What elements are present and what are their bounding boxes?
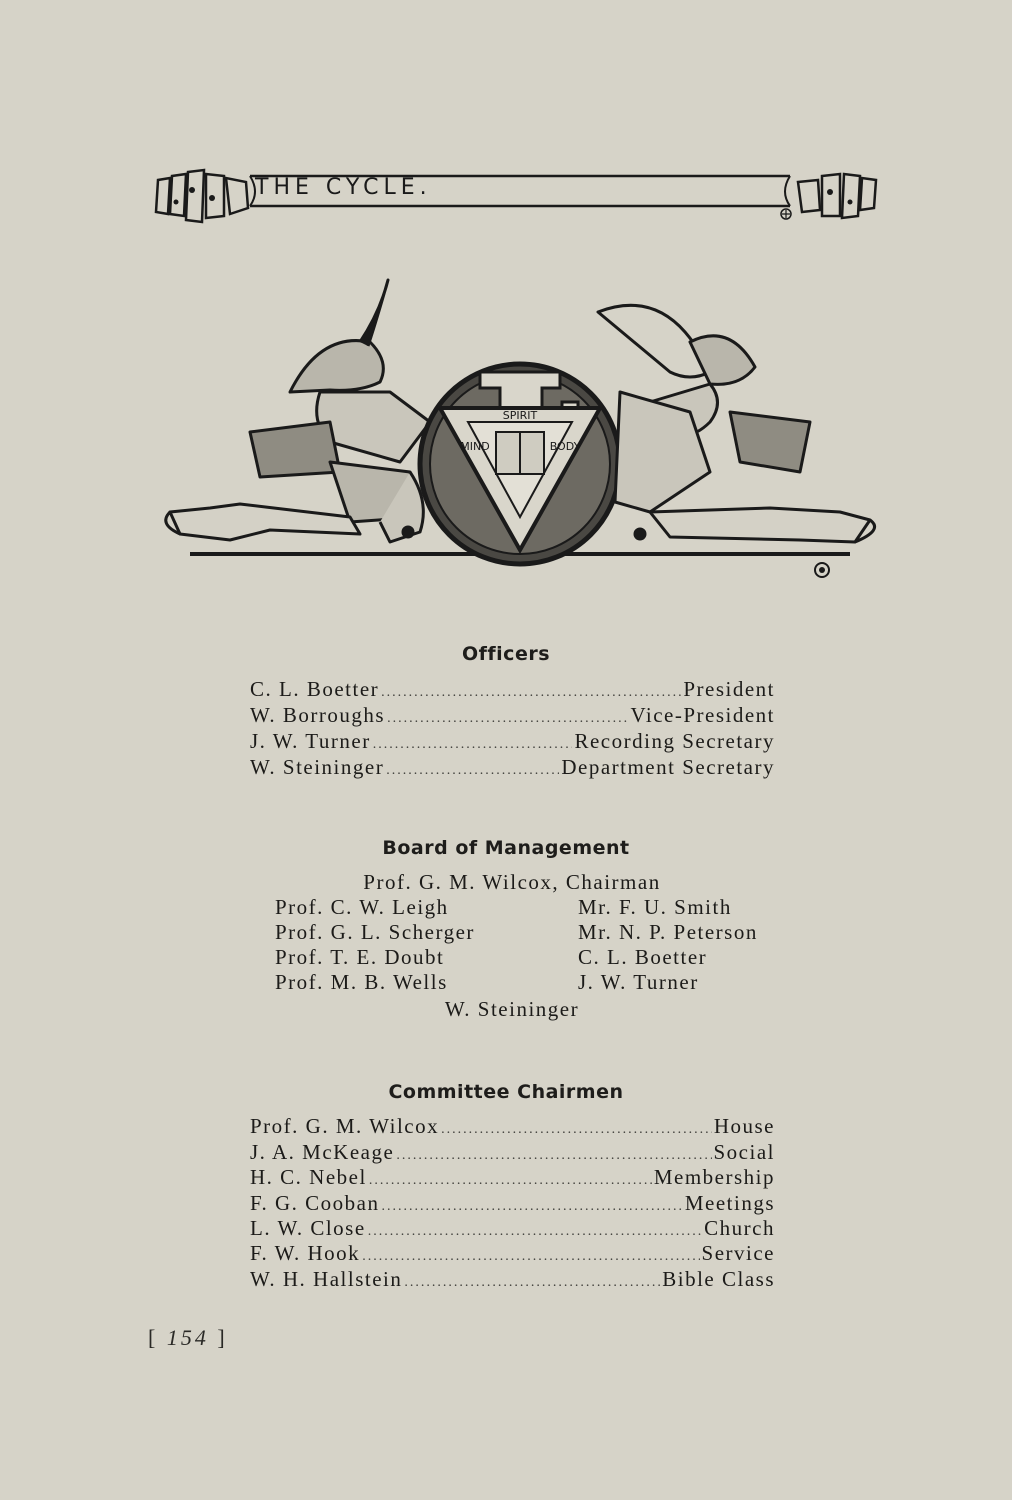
board-member-right: C. L. Boetter xyxy=(578,945,708,969)
leader-dots xyxy=(441,1122,712,1138)
officer-name: C. L. Boetter xyxy=(250,677,380,701)
committee-role: House xyxy=(713,1114,775,1138)
page-number-open-bracket: [ xyxy=(148,1325,159,1350)
medallion-motto-right: BODY xyxy=(549,440,581,453)
leader-dots xyxy=(369,1173,652,1189)
page-number xyxy=(148,1325,228,1351)
leader-dots xyxy=(381,685,681,701)
leader-dots xyxy=(373,737,573,753)
committee-role: Membership xyxy=(653,1165,775,1189)
leader-dots xyxy=(396,1148,711,1164)
medallion-motto-left: MIND xyxy=(460,440,490,453)
leader-dots xyxy=(387,711,628,727)
officer-name: W. Steininger xyxy=(250,755,385,779)
page-number-value: 154 xyxy=(166,1325,209,1350)
right-reader-figure xyxy=(598,305,875,542)
club-medallion xyxy=(420,364,620,564)
committee-heading: Committee Chairmen xyxy=(388,1081,624,1103)
officer-role: President xyxy=(683,677,775,701)
officer-row xyxy=(250,677,775,703)
board-member-last: W. Steininger xyxy=(444,997,580,1021)
committee-row xyxy=(250,1241,775,1267)
officer-name: J. W. Turner xyxy=(250,729,371,753)
committee-role: Service xyxy=(701,1241,775,1265)
committee-role: Social xyxy=(713,1140,775,1164)
leader-dots xyxy=(362,1249,699,1265)
board-member-right: Mr. F. U. Smith xyxy=(578,895,732,919)
board-member-left: Prof. C. W. Leigh xyxy=(275,895,449,919)
left-reader-figure xyxy=(166,280,430,542)
committee-row xyxy=(250,1267,775,1293)
board-heading: Board of Management xyxy=(382,837,630,859)
committee-name: Prof. G. M. Wilcox xyxy=(250,1114,440,1138)
officers-heading: Officers xyxy=(461,643,551,665)
committee-row xyxy=(250,1165,775,1191)
committee-role: Meetings xyxy=(684,1191,775,1215)
board-member-right: J. W. Turner xyxy=(578,970,699,994)
emblem-illustration xyxy=(150,272,890,582)
leader-dots xyxy=(382,1199,683,1215)
committee-role: Church xyxy=(704,1216,775,1240)
board-member-right: Mr. N. P. Peterson xyxy=(578,920,758,944)
committee-name: W. H. Hallstein xyxy=(250,1267,403,1291)
leader-dots xyxy=(386,763,559,779)
leader-dots xyxy=(368,1224,702,1240)
committee-row xyxy=(250,1114,775,1140)
officer-role: Recording Secretary xyxy=(574,729,775,753)
officer-role: Vice-President xyxy=(630,703,775,727)
header-title: THE CYCLE. xyxy=(255,175,432,200)
leader-dots xyxy=(404,1275,660,1291)
officer-row xyxy=(250,755,775,781)
committee-role: Bible Class xyxy=(662,1267,775,1291)
officer-row xyxy=(250,703,775,729)
officer-role: Department Secretary xyxy=(561,755,775,779)
board-member-left: Prof. G. L. Scherger xyxy=(275,920,475,944)
committee-name: F. G. Cooban xyxy=(250,1191,380,1215)
board-member-left: Prof. T. E. Doubt xyxy=(275,945,445,969)
page-number-close-bracket: ] xyxy=(217,1325,228,1350)
committee-name: H. C. Nebel xyxy=(250,1165,367,1189)
committee-name: J. A. McKeage xyxy=(250,1140,395,1164)
committee-row xyxy=(250,1216,775,1242)
medallion-motto-top: SPIRIT xyxy=(502,409,538,422)
board-chairman: Prof. G. M. Wilcox, Chairman xyxy=(363,870,661,894)
committee-row xyxy=(250,1191,775,1217)
officer-row xyxy=(250,729,775,755)
committee-row xyxy=(250,1140,775,1166)
committee-name: L. W. Close xyxy=(250,1216,366,1240)
officer-name: W. Borroughs xyxy=(250,703,386,727)
board-member-left: Prof. M. B. Wells xyxy=(275,970,448,994)
committee-name: F. W. Hook xyxy=(250,1241,361,1265)
